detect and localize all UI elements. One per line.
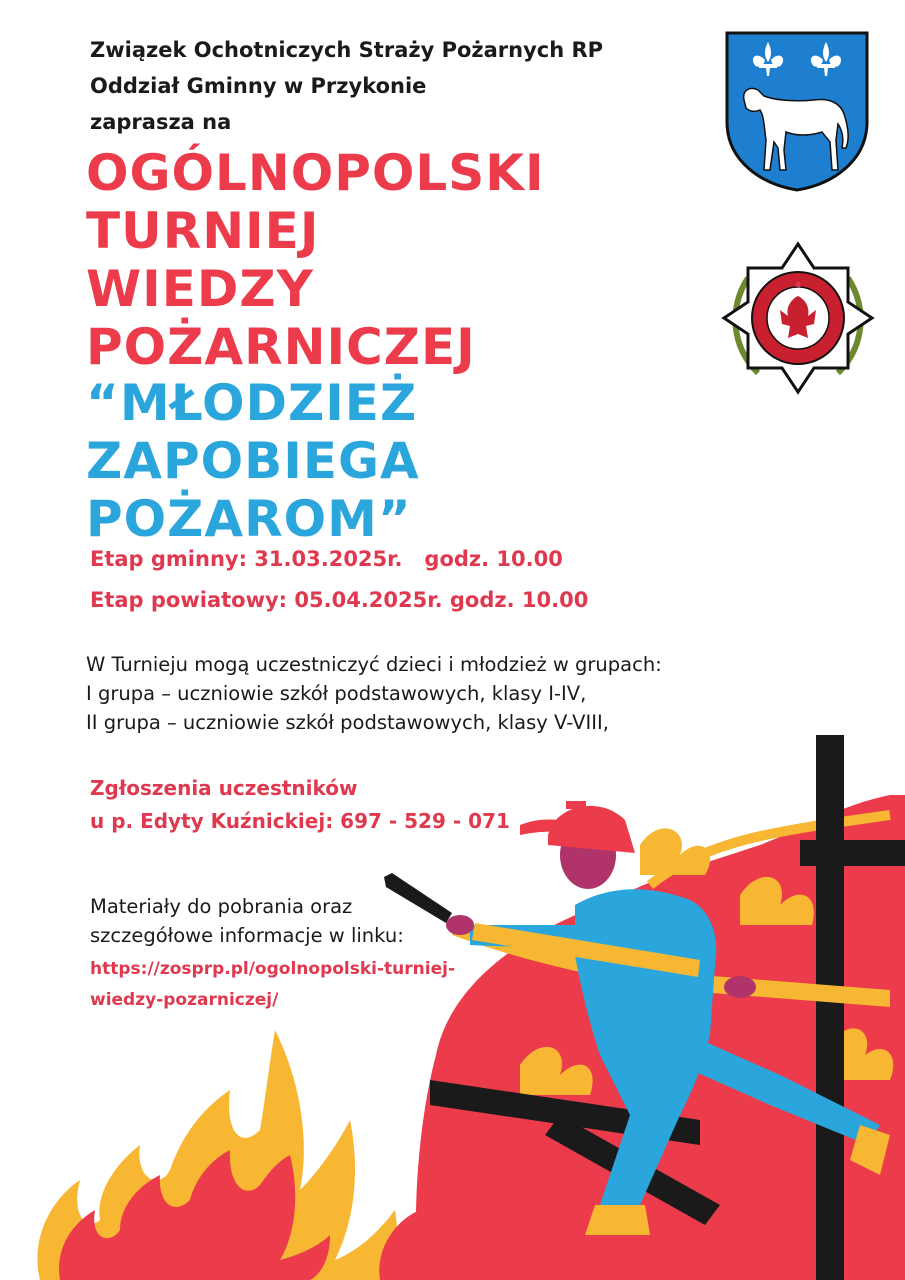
coat-of-arms-icon	[724, 30, 870, 192]
materials-line-2: szczegółowe informacje w linku:	[90, 924, 404, 947]
organizer-block	[90, 32, 603, 140]
link-line-1[interactable]: https://zosprp.pl/ogolnopolski-turniej-	[90, 959, 456, 979]
materials-link[interactable]	[90, 954, 455, 1016]
title-line-4: POŻARNICZEJ	[86, 318, 476, 376]
stage-municipal: Etap gminny: 31.03.2025r. godz. 10.00	[90, 547, 563, 571]
groups-intro: W Turnieju mogą uczestniczyć dzieci i młodzież w grupach:	[86, 653, 662, 676]
group-1: I grupa – uczniowie szkół podstawowych, klasy I-IV,	[86, 682, 587, 705]
group-2: II grupa – uczniowie szkół podstawowych, klasy V-VIII,	[86, 711, 609, 734]
organizer-name: Związek Ochotniczych Straży Pożarnych RP	[90, 38, 604, 62]
groups-block	[86, 650, 662, 737]
materials-line-1: Materiały do pobrania oraz	[90, 895, 353, 918]
materials-block	[90, 892, 404, 950]
link-line-2[interactable]: wiedzy-pozarniczej/	[90, 990, 279, 1010]
motto-line-2: ZAPOBIEGA	[86, 432, 420, 490]
event-title	[86, 144, 545, 376]
contact-phone: u p. Edyty Kuźnickiej: 697 - 529 - 071	[90, 809, 510, 833]
event-motto	[86, 374, 420, 548]
title-line-3: WIEDZY	[86, 260, 314, 318]
osp-emblem-icon	[718, 238, 878, 398]
organizer-branch: Oddział Gminny w Przykonie	[90, 74, 427, 98]
flames-illustration	[0, 1020, 470, 1280]
invite-text: zaprasza na	[90, 110, 232, 134]
stage-district: Etap powiatowy: 05.04.2025r. godz. 10.00	[90, 588, 589, 612]
contact-heading: Zgłoszenia uczestników	[90, 776, 358, 800]
title-line-1: OGÓLNOPOLSKI	[86, 144, 545, 202]
title-line-2: TURNIEJ	[86, 202, 320, 260]
motto-line-3: POŻAROM”	[86, 490, 412, 548]
motto-line-1: “MŁODZIEŻ	[86, 374, 418, 432]
